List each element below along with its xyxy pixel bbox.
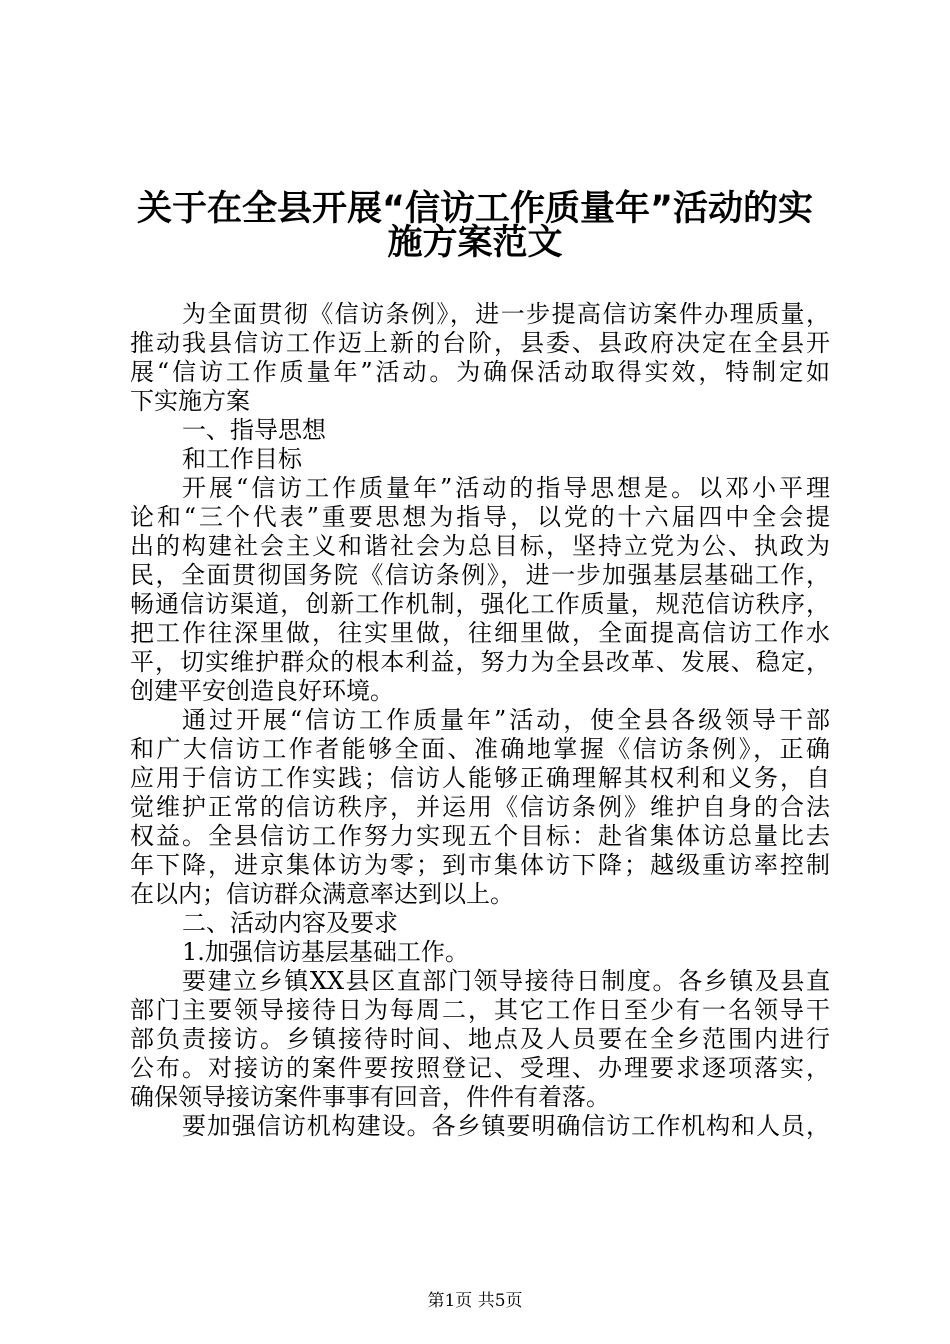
section-heading: 二、活动内容及要求 bbox=[182, 909, 398, 937]
body-line: 权益。全县信访工作努力实现五个目标：赴省集体访总量比去 bbox=[130, 822, 830, 850]
body-line: 应用于信访工作实践；信访人能够正确理解其权利和义务，自 bbox=[130, 764, 830, 792]
body-line: 通过开展“信访工作质量年”活动，使全县各级领导干部 bbox=[182, 706, 830, 734]
body-line: 和广大信访工作者能够全面、准确地掌握《信访条例》，正确 bbox=[130, 735, 830, 763]
page-number-footer: 第1页 共5页 bbox=[427, 1291, 523, 1311]
document-body bbox=[130, 300, 830, 1141]
section-heading: 一、指导思想 bbox=[182, 416, 326, 444]
body-line: 在以内；信访群众满意率达到以上。 bbox=[130, 880, 514, 908]
body-line: 确保领导接访案件事事有回音，件件有着落。 bbox=[130, 1083, 610, 1111]
body-line: 为全面贯彻《信访条例》，进一步提高信访案件办理质量， bbox=[182, 300, 830, 328]
body-line: 公布。对接访的案件要按照登记、受理、办理要求逐项落实， bbox=[130, 1054, 830, 1082]
body-line: 平，切实维护群众的根本利益，努力为全县改革、发展、稳定， bbox=[130, 648, 830, 676]
body-line: 年下降，进京集体访为零；到市集体访下降；越级重访率控制 bbox=[130, 851, 830, 879]
body-line: 论和“三个代表”重要思想为指导，以党的十六届四中全会提 bbox=[130, 503, 830, 531]
body-line: 要加强信访机构建设。各乡镇要明确信访工作机构和人员， bbox=[182, 1112, 830, 1140]
body-line: 推动我县信访工作迈上新的台阶，县委、县政府决定在全县开 bbox=[130, 329, 830, 357]
body-line: 下实施方案 bbox=[130, 387, 250, 415]
body-line: 展“信访工作质量年”活动。为确保活动取得实效，特制定如 bbox=[130, 358, 830, 386]
body-line: 部负责接访。乡镇接待时间、地点及人员要在全乡范围内进行 bbox=[130, 1025, 830, 1053]
body-line: 民，全面贯彻国务院《信访条例》，进一步加强基层基础工作， bbox=[130, 561, 830, 589]
body-line: 把工作往深里做，往实里做，往细里做，全面提高信访工作水 bbox=[130, 619, 830, 647]
document-title-line-1: 关于在全县开展“信访工作质量年”活动的实 bbox=[136, 189, 813, 229]
body-line: 要建立乡镇XX县区直部门领导接待日制度。各乡镇及县直 bbox=[182, 967, 830, 995]
body-line: 开展“信访工作质量年”活动的指导思想是。以邓小平理 bbox=[182, 474, 830, 502]
document-title-line-2: 施方案范文 bbox=[387, 223, 563, 263]
section-heading-continued: 和工作目标 bbox=[182, 445, 302, 473]
body-line: 出的构建社会主义和谐社会为总目标，坚持立党为公、执政为 bbox=[130, 532, 830, 560]
subsection-heading: 1.加强信访基层基础工作。 bbox=[182, 938, 469, 966]
body-line: 觉维护正常的信访秩序，并运用《信访条例》维护自身的合法 bbox=[130, 793, 830, 821]
body-line: 畅通信访渠道，创新工作机制，强化工作质量，规范信访秩序， bbox=[130, 590, 830, 618]
body-line: 部门主要领导接待日为每周二，其它工作日至少有一名领导干 bbox=[130, 996, 830, 1024]
body-line: 创建平安创造良好环境。 bbox=[130, 677, 394, 705]
